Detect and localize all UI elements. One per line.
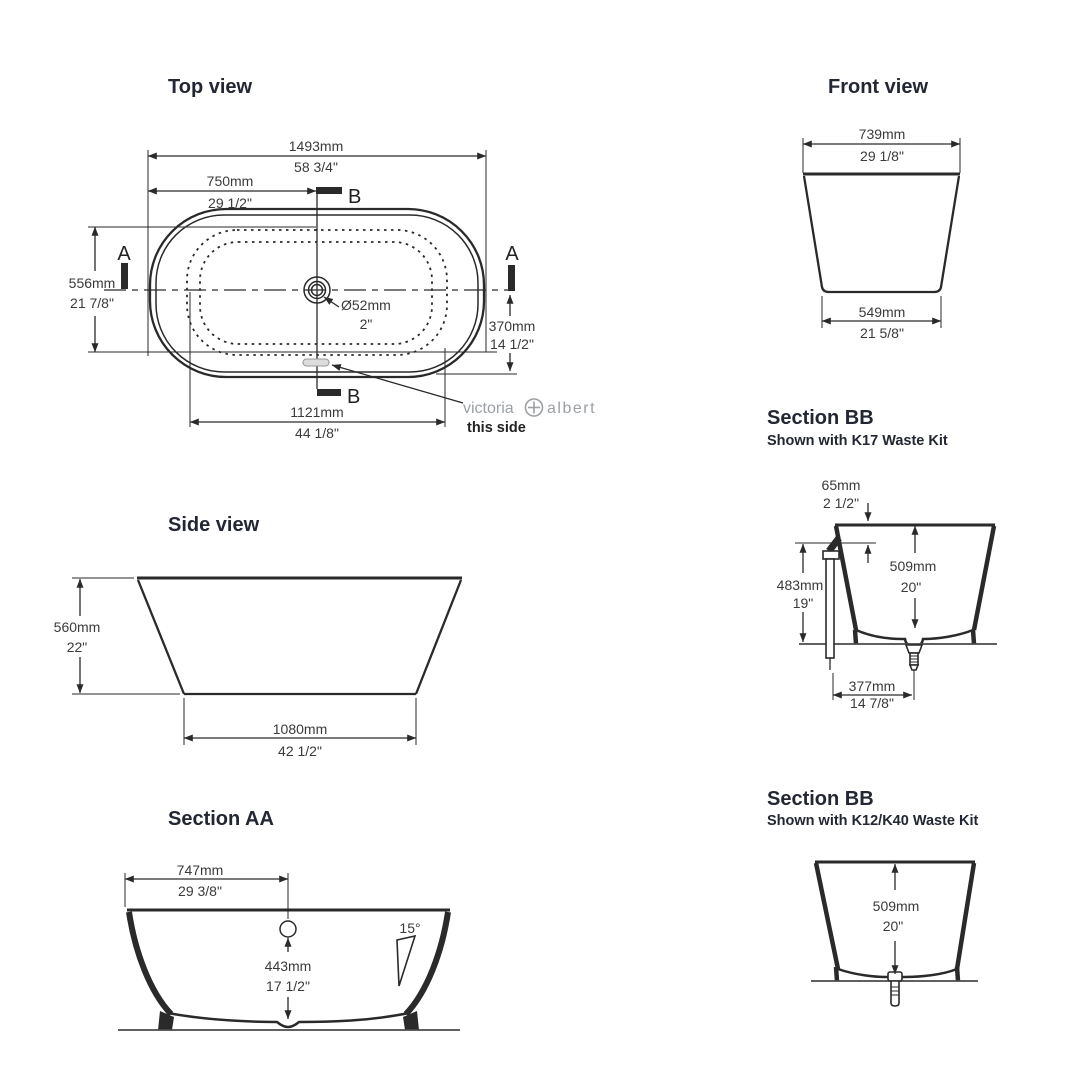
dim-width-in: 21 7/8" <box>70 295 114 311</box>
dim-k12-depth-mm: 509mm <box>872 898 920 914</box>
dim-k17-depth-in: 20" <box>900 579 922 595</box>
section-bb-k17-title: Section BB <box>767 407 874 429</box>
this-side-note: this side <box>467 420 526 436</box>
tub-front-outline <box>803 174 960 292</box>
section-a-left-label: A <box>117 243 131 265</box>
overflow-slot <box>303 359 329 366</box>
tub-side-outline <box>137 578 462 694</box>
dim-inner-in: 44 1/8" <box>295 425 339 441</box>
section-aa <box>118 808 460 1030</box>
brand-albert-text: albert <box>547 400 597 417</box>
dim-k17-overflow-mm: 65mm <box>821 477 861 493</box>
section-bb-k17 <box>767 407 997 711</box>
side-view <box>54 514 462 759</box>
brand-logo <box>463 399 596 436</box>
dim-inner-mm: 1121mm <box>290 404 344 420</box>
overflow-hole-icon <box>280 921 296 937</box>
side-view-dimension-lines <box>80 579 416 738</box>
section-b-top-label: B <box>348 186 362 208</box>
top-view <box>69 76 596 441</box>
top-view-title: Top view <box>168 76 253 98</box>
drain-leader-line <box>324 297 339 307</box>
side-view-title: Side view <box>168 514 260 536</box>
section-bb-k12 <box>767 788 979 1006</box>
standpipe-k17 <box>823 538 839 670</box>
dim-side-height-in: 22" <box>66 639 88 655</box>
dim-front-top-mm: 739mm <box>858 126 906 142</box>
front-view-extension-lines <box>803 138 960 328</box>
wall-angle-indicator <box>397 936 415 986</box>
dim-k12-depth-in: 20" <box>882 918 904 934</box>
dim-center-mm: 750mm <box>206 173 254 189</box>
section-bb-k12-title: Section BB <box>767 788 874 810</box>
dim-overall-in: 58 3/4" <box>294 159 338 175</box>
section-bb-k12-subtitle: Shown with K12/K40 Waste Kit <box>767 813 979 829</box>
tub-inner-dashed-inner <box>200 242 432 344</box>
dim-aa-rim-mm: 747mm <box>176 862 224 878</box>
dim-front-top-in: 29 1/8" <box>860 148 904 164</box>
dim-front-base-in: 21 5/8" <box>860 325 904 341</box>
dim-aa-depth-in: 17 1/2" <box>266 978 310 994</box>
dim-offset-mm: 370mm <box>488 318 536 334</box>
dim-overall-mm: 1493mm <box>288 138 344 154</box>
bottom-drain-k12 <box>888 972 902 1006</box>
front-view <box>803 76 960 341</box>
dim-k17-waste-offset-in: 14 7/8" <box>850 695 894 711</box>
dim-side-base-mm: 1080mm <box>272 721 328 737</box>
dim-offset-in: 14 1/2" <box>490 336 534 352</box>
dim-front-base-mm: 549mm <box>858 304 906 320</box>
section-bb-k17-dimension-lines <box>803 503 915 695</box>
dim-aa-wall-angle: 15° <box>399 920 421 936</box>
front-view-title: Front view <box>828 76 929 98</box>
dim-k17-waste-offset-mm: 377mm <box>848 678 896 694</box>
dim-side-base-in: 42 1/2" <box>278 743 322 759</box>
dim-drain-in: 2" <box>359 316 373 332</box>
dim-aa-depth-mm: 443mm <box>264 958 312 974</box>
section-bb-k17-subtitle: Shown with K17 Waste Kit <box>767 433 948 449</box>
section-markers <box>117 186 519 408</box>
dim-k17-standpipe-mm: 483mm <box>776 577 824 593</box>
dim-k17-depth-mm: 509mm <box>889 558 937 574</box>
dim-k17-overflow-in: 2 1/2" <box>822 495 860 511</box>
section-aa-title: Section AA <box>168 808 274 830</box>
section-a-right-label: A <box>505 243 519 265</box>
dim-k17-standpipe-in: 19" <box>792 595 814 611</box>
dim-center-in: 29 1/2" <box>208 195 252 211</box>
section-b-bottom-label: B <box>347 386 361 408</box>
side-view-extension-lines <box>72 578 416 745</box>
dim-aa-rim-in: 29 3/8" <box>178 883 222 899</box>
dim-drain-mm: Ø52mm <box>341 297 391 313</box>
plus-circle-icon <box>526 399 543 416</box>
bottom-drain-k17 <box>906 645 922 670</box>
dim-side-height-mm: 560mm <box>53 619 101 635</box>
dim-width-mm: 556mm <box>68 275 116 291</box>
brand-victoria-text: victoria <box>463 400 514 417</box>
